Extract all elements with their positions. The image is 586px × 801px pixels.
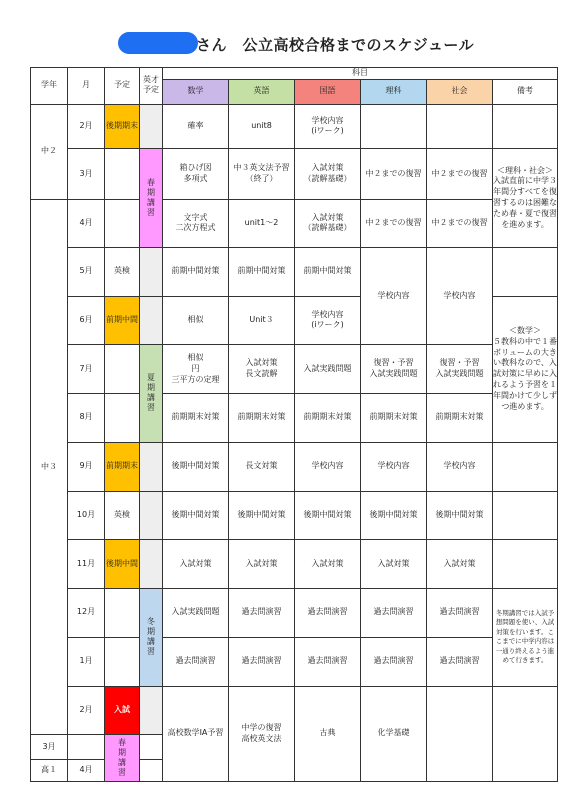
cell-japanese: 後期中間対策: [295, 491, 361, 540]
cell-english: unit1～2: [229, 200, 295, 248]
header-japanese: 国語: [295, 80, 361, 104]
course-cell-empty: [140, 247, 163, 296]
course-label: 春期講習: [147, 177, 155, 217]
header-english: 英語: [229, 80, 295, 104]
name-redaction-mask: [118, 32, 198, 54]
cell-english: 長文対策: [229, 442, 295, 491]
cell-social: 学校内容: [427, 247, 493, 345]
cell-japanese: 学校内容 (iワーク): [295, 296, 361, 345]
course-label: 冬期講習: [147, 616, 155, 656]
cell-science: 学校内容: [361, 442, 427, 491]
month-cell: 3月: [31, 735, 68, 759]
cell-math: 後期中間対策: [163, 491, 229, 540]
remarks-winter: 冬期講習では入試予想問題を使い、入試対策を行います。ここまでに中学内容は一通り終えるよう進めて行きます。: [493, 589, 558, 687]
plan-cell: [105, 589, 140, 638]
cell-english: 中学の復習 高校英文法: [229, 686, 295, 781]
plan-cell: 英検: [105, 491, 140, 540]
cell-social: 学校内容: [427, 442, 493, 491]
cell-math: 相似 円 三平方の定理: [163, 345, 229, 394]
plan-cell: [105, 345, 140, 394]
plan-cell: [105, 637, 140, 686]
cell-english: unit8: [229, 104, 295, 149]
month-cell: 5月: [68, 247, 105, 296]
course-label: 春期講習: [118, 737, 126, 777]
cell-math: 後期中間対策: [163, 442, 229, 491]
month-cell: 4月: [68, 200, 105, 248]
course-cell-empty: [140, 296, 163, 345]
cell-science: 化学基礎: [361, 686, 427, 781]
course-cell-empty: [140, 442, 163, 491]
cell-english: 入試対策: [229, 540, 295, 589]
month-cell: 2月: [68, 104, 105, 149]
month-cell: 3月: [68, 149, 105, 200]
plan-cell: 前期中間: [105, 296, 140, 345]
cell-science: [361, 104, 427, 149]
cell-science: 過去問演習: [361, 637, 427, 686]
plan-cell: [105, 200, 140, 248]
cell-science: 中２までの復習: [361, 200, 427, 248]
cell-social: 入試対策: [427, 540, 493, 589]
cell-english: 入試対策 長文読解: [229, 345, 295, 394]
cell-math: 前期期末対策: [163, 394, 229, 443]
cell-science: 入試対策: [361, 540, 427, 589]
cell-science: 過去問演習: [361, 589, 427, 638]
cell-japanese: 前期中間対策: [295, 247, 361, 296]
header-month: 月: [68, 68, 105, 105]
course-cell-empty: [140, 491, 163, 540]
cell-social: 前期期末対策: [427, 394, 493, 443]
page-title: さん 公立高校合格までのスケジュール: [196, 36, 475, 54]
month-cell: 4月: [68, 759, 105, 781]
cell-english: Unit３: [229, 296, 295, 345]
cell-social: 復習・予習 入試実践問題: [427, 345, 493, 394]
month-cell: 1月: [68, 637, 105, 686]
course-cell-empty: [140, 104, 163, 149]
cell-science: 中２までの復習: [361, 149, 427, 200]
month-cell: 9月: [68, 442, 105, 491]
month-cell: 7月: [68, 345, 105, 394]
cell-japanese: 入試対策 （読解基礎）: [295, 200, 361, 248]
header-course-label: 英才予定: [143, 75, 159, 95]
cell-english: 過去問演習: [229, 637, 295, 686]
remarks-cell: [493, 491, 558, 540]
course-spring-1: [140, 149, 163, 248]
cell-math: 箱ひげ図 多項式: [163, 149, 229, 200]
plan-cell: 英検: [105, 247, 140, 296]
month-cell: 2月: [68, 686, 105, 735]
cell-japanese: 前期期末対策: [295, 394, 361, 443]
cell-social: 後期中間対策: [427, 491, 493, 540]
cell-math: 過去問演習: [163, 637, 229, 686]
title-bar: [0, 30, 586, 60]
cell-english: 前期中間対策: [229, 247, 295, 296]
course-spring-2: [105, 735, 140, 782]
cell-math: 相似: [163, 296, 229, 345]
month-cell: 8月: [68, 394, 105, 443]
remarks-science-social: ＜理科・社会＞ 入試直前に中学３年間分すべてを復習するのは困難なため春・夏で復習を進めます。: [493, 149, 558, 248]
cell-science: 前期期末対策: [361, 394, 427, 443]
cell-japanese: 入試対策 （読解基礎）: [295, 149, 361, 200]
cell-social: 過去問演習: [427, 589, 493, 638]
course-cell-empty: [140, 686, 163, 735]
header-remarks: 備考: [493, 80, 558, 104]
month-cell: 12月: [68, 589, 105, 638]
remarks-cell: [493, 247, 558, 296]
header-science: 理科: [361, 80, 427, 104]
cell-english: 中３英文法予習 （終了）: [229, 149, 295, 200]
header-grade: 学年: [31, 68, 68, 105]
plan-cell: [140, 759, 163, 781]
plan-cell: [68, 735, 105, 759]
plan-cell: 前期期末: [105, 442, 140, 491]
cell-math: 文字式 二次方程式: [163, 200, 229, 248]
cell-social: [427, 104, 493, 149]
header-math: 数学: [163, 80, 229, 104]
cell-japanese: 入試実践問題: [295, 345, 361, 394]
cell-math: 前期中間対策: [163, 247, 229, 296]
plan-cell: 後期中間: [105, 540, 140, 589]
cell-math: 確率: [163, 104, 229, 149]
cell-english: 過去問演習: [229, 589, 295, 638]
cell-japanese: 過去問演習: [295, 637, 361, 686]
cell-social: 中２までの復習: [427, 149, 493, 200]
cell-science: 復習・予習 入試実践問題: [361, 345, 427, 394]
plan-cell: [105, 149, 140, 200]
plan-cell: [105, 394, 140, 443]
header-subjects: 科目: [163, 68, 558, 80]
cell-social: 過去問演習: [427, 637, 493, 686]
header-plan: 予定: [105, 68, 140, 105]
grade-cell-h1: 高１: [31, 759, 68, 781]
plan-cell-entrance-exam: 入試: [105, 686, 140, 735]
course-summer: [140, 345, 163, 443]
cell-science: 後期中間対策: [361, 491, 427, 540]
cell-math: 入試実践問題: [163, 589, 229, 638]
cell-math: 高校数学ⅠA予習: [163, 686, 229, 781]
cell-social: [427, 686, 493, 781]
grade-cell-g3: 中３: [31, 200, 68, 735]
cell-japanese: 学校内容: [295, 442, 361, 491]
month-cell: 10月: [68, 491, 105, 540]
remarks-math: ＜数学＞ ５教科の中で１番ボリュームの大きい教科なので、入試対策に早めに入れるよう予習を１年間かけて少しずつ進めます。: [493, 296, 558, 442]
cell-japanese: 学校内容 (iワーク): [295, 104, 361, 149]
plan-cell: 後期期末: [105, 104, 140, 149]
month-cell: 11月: [68, 540, 105, 589]
cell-math: 入試対策: [163, 540, 229, 589]
cell-english: 後期中間対策: [229, 491, 295, 540]
cell-social: 中２までの復習: [427, 200, 493, 248]
cell-japanese: 過去問演習: [295, 589, 361, 638]
header-social: 社会: [427, 80, 493, 104]
remarks-cell: [493, 540, 558, 589]
remarks-cell: [493, 104, 558, 149]
course-cell-empty: [140, 540, 163, 589]
grade-cell-g2: 中２: [31, 104, 68, 199]
schedule-table: [30, 67, 558, 782]
header-course: [140, 68, 163, 105]
course-label: 夏期講習: [147, 373, 155, 413]
month-cell: 6月: [68, 296, 105, 345]
remarks-cell: [493, 442, 558, 491]
cell-science: 学校内容: [361, 247, 427, 345]
remarks-cell: [493, 686, 558, 781]
cell-japanese: 古典: [295, 686, 361, 781]
cell-japanese: 入試対策: [295, 540, 361, 589]
course-winter: [140, 589, 163, 687]
cell-english: 前期期末対策: [229, 394, 295, 443]
